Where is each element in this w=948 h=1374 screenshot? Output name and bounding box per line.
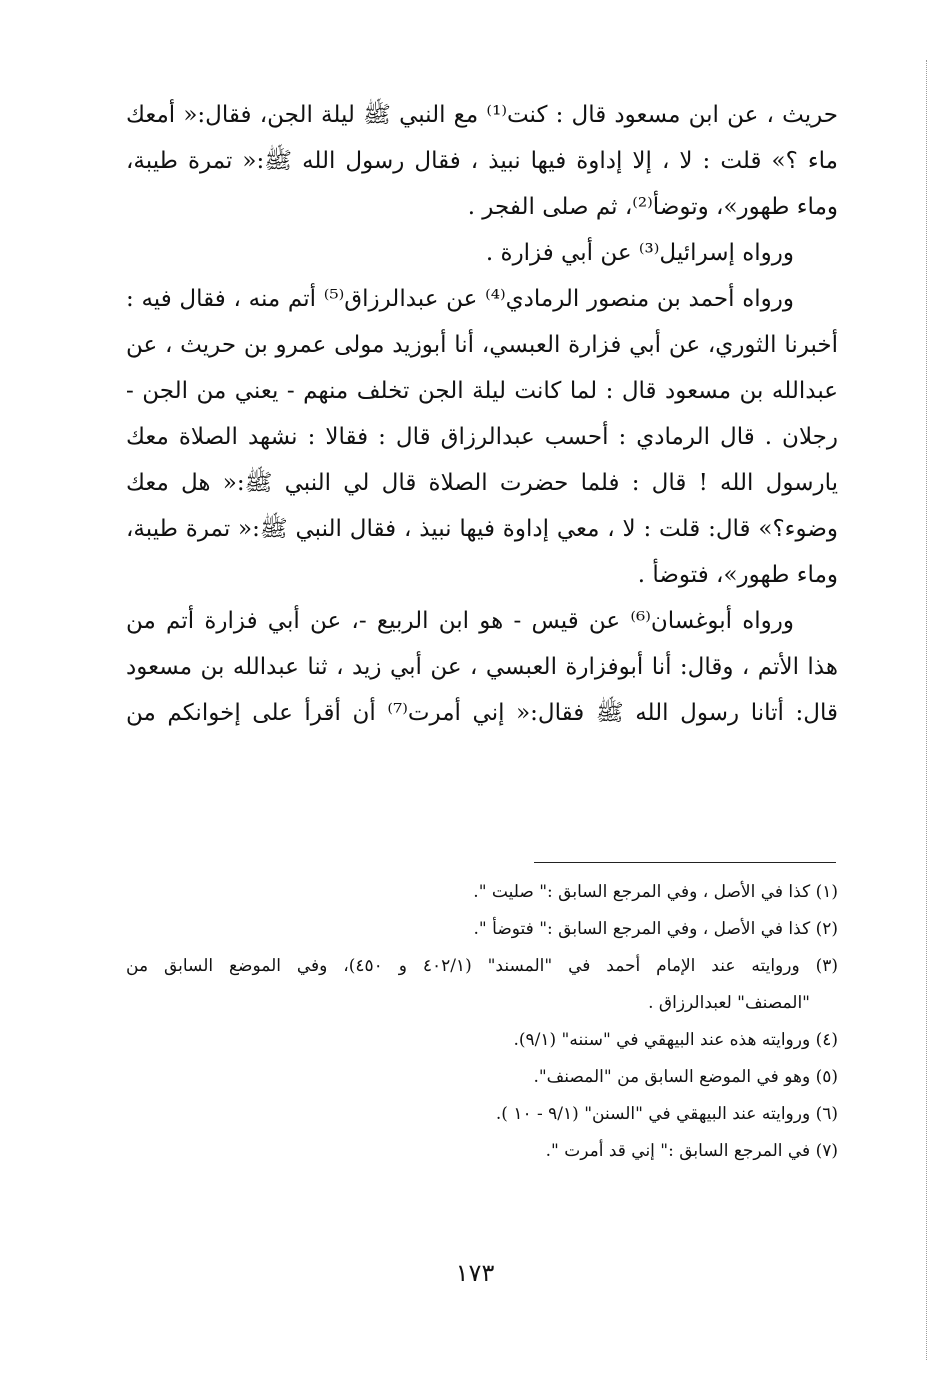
scan-edge-line	[926, 60, 927, 1360]
text-line: وضوء؟» قال: قلت : لا ، معي إداوة فيها نبيذ ، فقال النبي ﷺ:« تمرة طيبة،	[126, 516, 838, 542]
footnote: (٧) في المرجع السابق :" إني قد أمرت ".	[545, 1141, 838, 1161]
footnote: (٣) وروايته عند الإمام أحمد في "المسند" (٤٠٢/١ و ٤٥٠)، وفي الموضع السابق من	[126, 956, 838, 976]
text-line: حريث ، عن ابن مسعود قال : كنت⁽¹⁾ مع النبي ﷺ ليلة الجن، فقال:« أمعك	[126, 102, 838, 128]
main-text	[126, 92, 838, 736]
page-number: ١٧٣	[455, 1259, 495, 1287]
text-line: قال: أتانا رسول الله ﷺ فقال:« إني أمرت⁽⁷⁾ أن أقرأ على إخوانكم من	[126, 700, 838, 726]
footnote: (٦) وروايته عند البيهقي في "السنن" (٩/١ - ١٠ ).	[495, 1104, 838, 1124]
footnote-continuation: "المصنف" لعبدالرزاق .	[648, 993, 810, 1013]
footnote: (٥) وهو في الموضع السابق من "المصنف".	[533, 1067, 838, 1087]
footnote: (١) كذا في الأصل ، وفي المرجع السابق :" صليت ".	[473, 882, 838, 902]
text-line: ورواه أحمد بن منصور الرمادي⁽⁴⁾ عن عبدالرزاق⁽⁵⁾ أتم منه ، فقال فيه :	[126, 286, 794, 312]
footnote: (٢) كذا في الأصل ، وفي المرجع السابق :" فتوضأ ".	[473, 919, 838, 939]
text-line: يارسول الله ! قال : فلما حضرت الصلاة قال لي النبي ﷺ:« هل معك	[126, 470, 838, 496]
footnote-separator	[534, 862, 836, 863]
text-line: ورواه أبوغسان⁽⁶⁾ عن قيس - هو ابن الربيع -، عن أبي فزارة أتم من	[126, 608, 794, 634]
text-line: عبدالله بن مسعود قال : لما كانت ليلة الجن تخلف منهم - يعني من الجن -	[126, 378, 838, 404]
text-line: هذا الأتم ، وقال: أنا أبوفزارة العبسي ، عن أبي زيد ، ثنا عبدالله بن مسعود	[126, 654, 838, 680]
text-line: وماء طهور»، وتوضأ⁽²⁾، ثم صلى الفجر .	[467, 194, 838, 220]
footnotes	[126, 874, 838, 1170]
footnote: (٤) وروايته هذه عند البيهقي في "سننه" (٩/١).	[513, 1030, 838, 1050]
text-line: ورواه إسرائيل⁽³⁾ عن أبي فزارة .	[485, 240, 794, 266]
text-line: ماء ؟» قلت : لا ، إلا إداوة فيها نبيذ ، فقال رسول الله ﷺ:« تمرة طيبة،	[126, 148, 838, 174]
text-line: رجلان . قال الرمادي : أحسب عبدالرزاق قال : فقالا : نشهد الصلاة معك	[126, 424, 838, 450]
text-line: وماء طهور»، فتوضأ .	[637, 562, 838, 588]
text-line: أخبرنا الثوري، عن أبي فزارة العبسي، أنا أبوزيد مولى عمرو بن حريث ، عن	[126, 332, 838, 358]
